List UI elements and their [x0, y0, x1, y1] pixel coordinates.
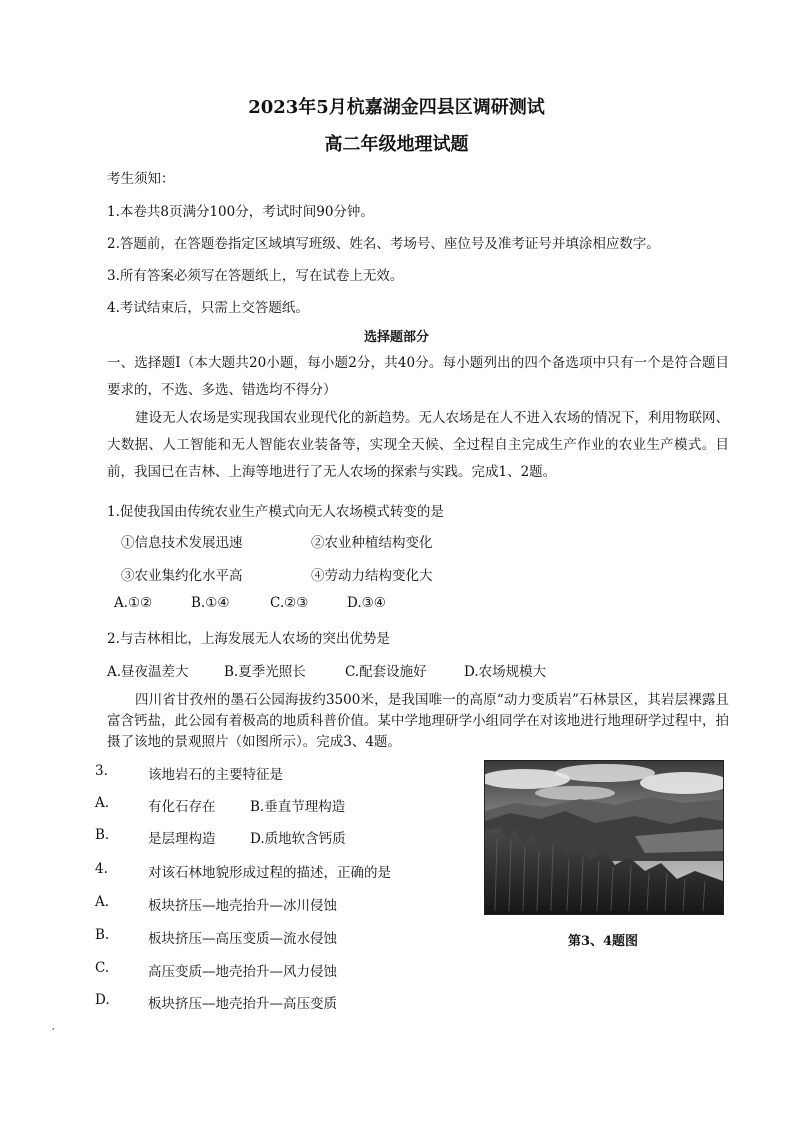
- q2-stem: 2.与吉林相比，上海发展无人农场的突出优势是: [107, 631, 390, 647]
- q4-row-c-letter: C.: [95, 960, 110, 976]
- q3-row-2-a: 是层理构造: [148, 831, 216, 847]
- q3-stem: 该地岩石的主要特征是: [148, 767, 283, 783]
- exam-title: 2023年5月杭嘉湖金四县区调研测试: [248, 97, 545, 118]
- notice-item-2: 2.答题前，在答题卷指定区域填写班级、姓名、考场号、座位号及准考证号并填涂相应数字。: [107, 236, 660, 252]
- q4-row-b-text: 板块挤压—高压变质—流水侵蚀: [148, 931, 337, 947]
- landscape-photo-drawing: [485, 761, 723, 914]
- q1-opt-3: ③农业集约化水平高: [121, 568, 243, 584]
- q4-row-a-letter: A.: [95, 894, 110, 910]
- q1-choice-a: A.①②: [114, 595, 153, 611]
- q4-row-b-letter: B.: [95, 927, 110, 943]
- q3-row-1-b: B.垂直节理构造: [250, 799, 346, 815]
- q1-choice-b: B.①④: [191, 595, 230, 611]
- notice-item-1: 1.本卷共8页满分100分，考试时间90分钟。: [107, 204, 374, 220]
- q4-row-d-letter: D.: [95, 992, 110, 1008]
- section-intro: 一、选择题Ⅰ（本大题共20小题，每小题2分，共40分。每小题列出的四个备选项中只有一个是符合题目要求的，不选、多选、错选均不得分）: [107, 355, 729, 398]
- q1-opt-2: ②农业种植结构变化: [311, 535, 433, 551]
- q3-row-2-b: D.质地软含钙质: [250, 831, 346, 847]
- q1-opt-4: ④劳动力结构变化大: [311, 568, 433, 584]
- notice-heading: 考生须知：: [107, 171, 175, 187]
- passage-2: 四川省甘孜州的墨石公园海拔约3500米，是我国唯一的高原“动力变质岩”石林景区，其岩层裸露且富含钙盐，此公园有着极高的地质科普价值。某中学地理研学小组同学在对该地进行地理研学过程中，拍摄了该地的景观照片（如图所示）。完成3、4题。: [107, 692, 729, 750]
- q3-row-2-letter: B.: [95, 827, 110, 843]
- footer-mark: ,: [52, 1022, 55, 1031]
- q3-row-1-a: 有化石存在: [148, 799, 216, 815]
- figure-caption: 第3、4题图: [567, 934, 639, 949]
- q4-row-d-text: 板块挤压—地壳抬升—高压变质: [148, 996, 337, 1012]
- notice-item-4: 4.考试结束后，只需上交答题纸。: [107, 300, 309, 316]
- q1-opt-1: ①信息技术发展迅速: [121, 535, 243, 551]
- q1-stem: 1.促使我国由传统农业生产模式向无人农场模式转变的是: [107, 504, 444, 520]
- q2-choice-d: D.农场规模大: [464, 664, 547, 680]
- q1-choice-c: C.②③: [270, 595, 309, 611]
- q2-choice-b: B.夏季光照长: [224, 664, 306, 680]
- exam-subtitle: 高二年级地理试题: [324, 134, 469, 155]
- q3-number: 3.: [95, 763, 108, 779]
- notice-item-3: 3.所有答案必须写在答题纸上，写在试卷上无效。: [107, 268, 404, 284]
- q4-row-a-text: 板块挤压—地壳抬升—冰川侵蚀: [148, 898, 337, 914]
- landscape-photo: [484, 760, 724, 915]
- q1-choice-d: D.③④: [347, 595, 386, 611]
- q2-choice-c: C.配套设施好: [345, 664, 427, 680]
- q3-row-1-letter: A.: [95, 795, 110, 811]
- q4-number: 4.: [95, 861, 108, 877]
- q4-stem: 对该石林地貌形成过程的描述，正确的是: [148, 865, 391, 881]
- passage-1: 建设无人农场是实现我国农业现代化的新趋势。无人农场是在人不进入农场的情况下，利用物联网、大数据、人工智能和无人智能农业装备等，实现全天候、全过程自主完成生产作业的农业生产模式。目前，我国已在吉林、上海等地进行了无人农场的探索与实践。完成1、2题。: [107, 410, 729, 480]
- section-title: 选择题部分: [363, 330, 429, 345]
- q2-choice-a: A.昼夜温差大: [107, 664, 189, 680]
- q4-row-c-text: 高压变质—地壳抬升—风力侵蚀: [148, 964, 337, 980]
